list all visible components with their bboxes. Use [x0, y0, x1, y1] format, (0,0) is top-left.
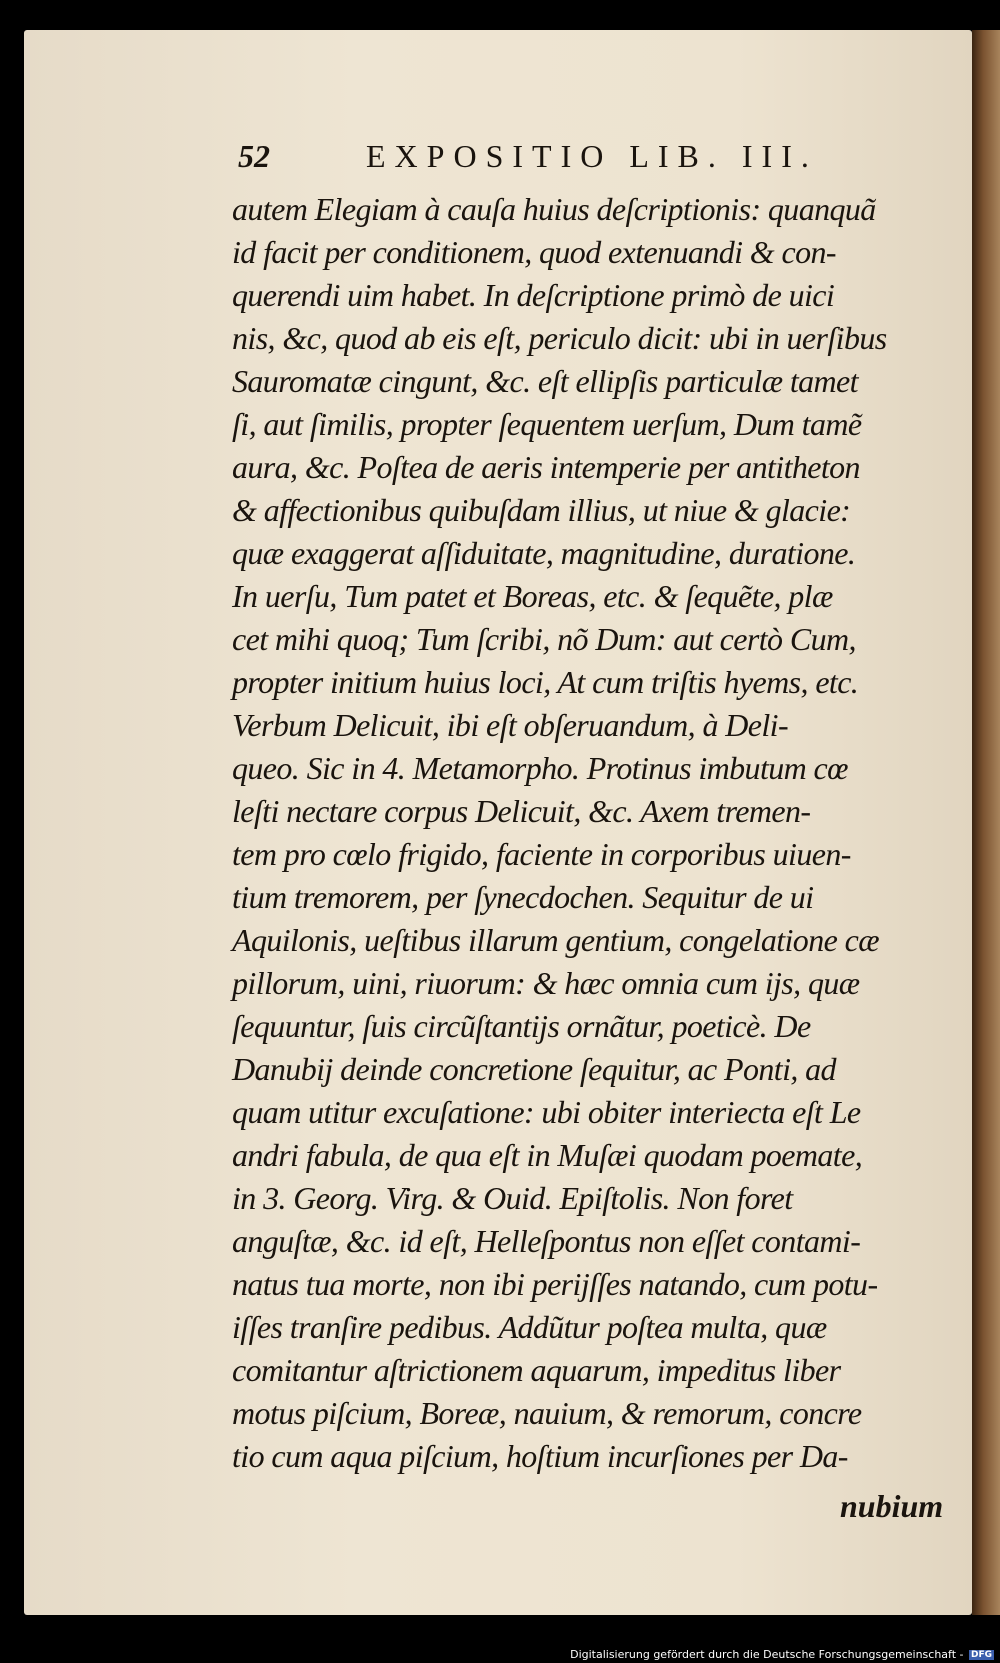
page-edge — [972, 30, 1000, 1615]
text-line: anguſtæ, &c. id eſt, Helleſpontus non eſſet contami- — [232, 1223, 861, 1259]
text-line: Sauromatæ cingunt, &c. eſt ellipſis particulæ tamet — [232, 363, 858, 399]
text-line: Verbum Delicuit, ibi eſt obſeruandum, à Deli- — [232, 707, 789, 743]
text-line: Danubij deinde concretione ſequitur, ac Ponti, ad — [232, 1051, 836, 1087]
text-line: tio cum aqua piſcium, hoſtium incurſiones per Da- — [232, 1438, 848, 1474]
text-line: aura, &c. Poſtea de aeris intemperie per antitheton — [232, 449, 860, 485]
text-line: motus piſcium, Boreæ, nauium, & remorum, concre — [232, 1395, 862, 1431]
text-line: tium tremorem, per ſynecdochen. Sequitur de ui — [232, 879, 814, 915]
text-line: Aquilonis, ueſtibus illarum gentium, congelatione cæ — [232, 922, 879, 958]
text-line: iſſes tranſire pedibus. Addũtur poſtea multa, quæ — [232, 1309, 827, 1345]
body-text — [232, 188, 952, 1478]
text-line: comitantur aſtrictionem aquarum, impeditus liber — [232, 1352, 841, 1388]
page-number: 52 — [238, 138, 270, 174]
text-line: & affectionibus quibuſdam illius, ut niue & glacie: — [232, 492, 851, 528]
dfg-logo: DFG — [970, 1650, 992, 1660]
text-line: ſi, aut ſimilis, propter ſequentem uerſum, Dum tamẽ — [232, 406, 862, 442]
text-line: andri fabula, de qua eſt in Muſæi quodam poemate, — [232, 1137, 863, 1173]
text-line: cet mihi quoq; Tum ſcribi, nõ Dum: aut certò Cum, — [232, 621, 856, 657]
text-line: tem pro cœlo frigido, faciente in corporibus uiuen- — [232, 836, 851, 872]
text-line: quæ exaggerat aſſiduitate, magnitudine, duratione. — [232, 535, 856, 571]
text-line: queo. Sic in 4. Metamorpho. Protinus imbutum cœ — [232, 750, 848, 786]
text-line: leſti nectare corpus Delicuit, &c. Axem tremen- — [232, 793, 811, 829]
text-line: nis, &c, quod ab eis eſt, periculo dicit: ubi in uerſibus — [232, 320, 887, 356]
digitization-footer — [570, 1648, 994, 1661]
text-line: natus tua morte, non ibi perijſſes natando, cum potu- — [232, 1266, 878, 1302]
text-line: ſequuntur, ſuis circũſtantijs ornãtur, poeticè. De — [232, 1008, 811, 1044]
text-line: id facit per conditionem, quod extenuandi & con- — [232, 234, 836, 270]
catchword: nubium — [840, 1488, 944, 1524]
text-line: querendi uim habet. In deſcriptione primò de uici — [232, 277, 835, 313]
text-line: pillorum, uini, riuorum: & hæc omnia cum ijs, quæ — [232, 965, 860, 1001]
text-line: propter initium huius loci, At cum triſtis hyems, etc. — [232, 664, 859, 700]
funding-credit: Digitalisierung gefördert durch die Deutsche Forschungsgemeinschaft - — [570, 1648, 964, 1661]
text-line: autem Elegiam à cauſa huius deſcriptionis: quanquã — [232, 191, 876, 227]
text-line: quam utitur excuſatione: ubi obiter interiecta eſt Le — [232, 1094, 861, 1130]
running-title: EXPOSITIO LIB. III. — [366, 138, 818, 174]
page-header — [238, 138, 938, 188]
text-line: in 3. Georg. Virg. & Ouid. Epiſtolis. Non foret — [232, 1180, 793, 1216]
text-line: In uerſu, Tum patet et Boreas, etc. & ſequẽte, plæ — [232, 578, 833, 614]
